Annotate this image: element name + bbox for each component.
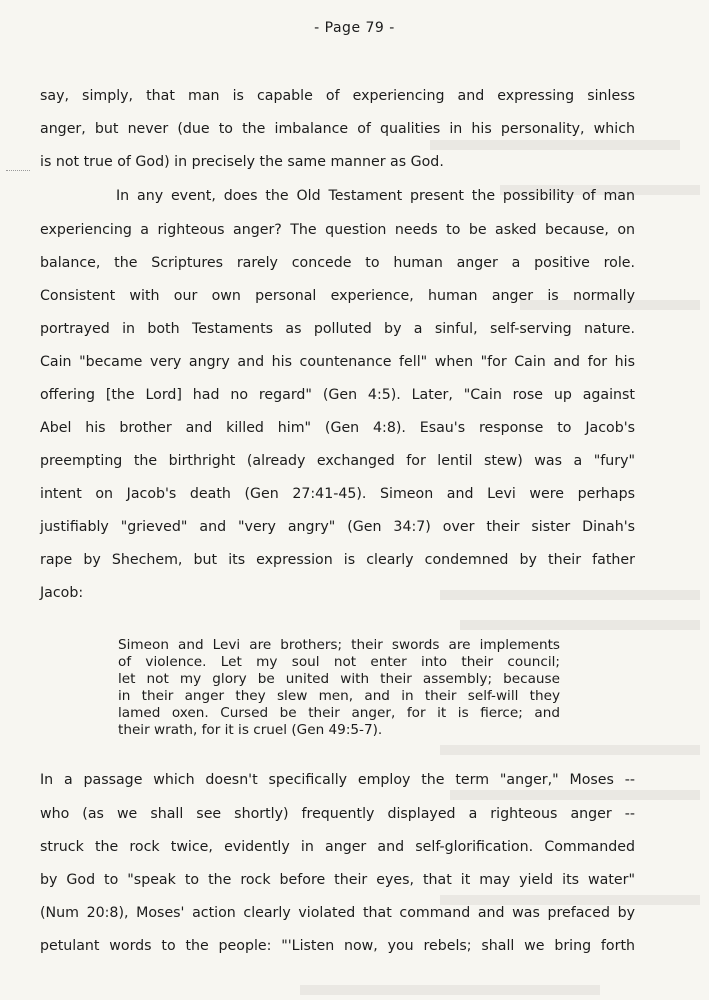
quote-line: lamed oxen. Cursed be their anger, for it is fierce; and (118, 705, 560, 721)
margin-mark (6, 170, 30, 183)
text-line: say, simply, that man is capable of experiencing and expressing sinless (40, 88, 635, 104)
text-line: is not true of God) in precisely the same manner as God. (40, 154, 444, 170)
text-line: Cain "became very angry and his countenance fell" when "for Cain and for his (40, 354, 635, 370)
text-line: In a passage which doesn't specifically employ the term "anger," Moses -- (40, 772, 635, 788)
quote-line: in their anger they slew men, and in their self-will they (118, 688, 560, 704)
text-line: struck the rock twice, evidently in anger and self-glorification. Commanded (40, 839, 635, 855)
quote-line: their wrath, for it is cruel (Gen 49:5-7). (118, 722, 383, 738)
text-line: Abel his brother and killed him" (Gen 4:8). Esau's response to Jacob's (40, 420, 635, 436)
quote-line: Simeon and Levi are brothers; their swords are implements (118, 637, 560, 653)
text-line: justifiably "grieved" and "very angry" (Gen 34:7) over their sister Dinah's (40, 519, 635, 535)
text-line: rape by Shechem, but its expression is clearly condemned by their father (40, 552, 635, 568)
text-line: Jacob: (40, 585, 84, 601)
text-line: Consistent with our own personal experience, human anger is normally (40, 288, 635, 304)
text-line: by God to "speak to the rock before their eyes, that it may yield its water" (40, 872, 635, 888)
text-line: offering [the Lord] had no regard" (Gen 4:5). Later, "Cain rose up against (40, 387, 635, 403)
page-number-header: - Page 79 - (314, 20, 395, 36)
text-line: (Num 20:8), Moses' action clearly violated that command and was prefaced by (40, 905, 635, 921)
text-line: who (as we shall see shortly) frequently displayed a righteous anger -- (40, 806, 635, 822)
text-line: petulant words to the people: "'Listen now, you rebels; shall we bring forth (40, 938, 635, 954)
text-line: preempting the birthright (already exchanged for lentil stew) was a "fury" (40, 453, 635, 469)
text-line: experiencing a righteous anger? The question needs to be asked because, on (40, 222, 635, 238)
text-line: In any event, does the Old Testament present the possibility of man (116, 188, 635, 204)
text-line: intent on Jacob's death (Gen 27:41-45). Simeon and Levi were perhaps (40, 486, 635, 502)
text-line: anger, but never (due to the imbalance of qualities in his personality, which (40, 121, 635, 137)
text-line: portrayed in both Testaments as polluted by a sinful, self-serving nature. (40, 321, 635, 337)
quote-line: let not my glory be united with their assembly; because (118, 671, 560, 687)
quote-line: of violence. Let my soul not enter into their council; (118, 654, 560, 670)
text-line: balance, the Scriptures rarely concede to human anger a positive role. (40, 255, 635, 271)
